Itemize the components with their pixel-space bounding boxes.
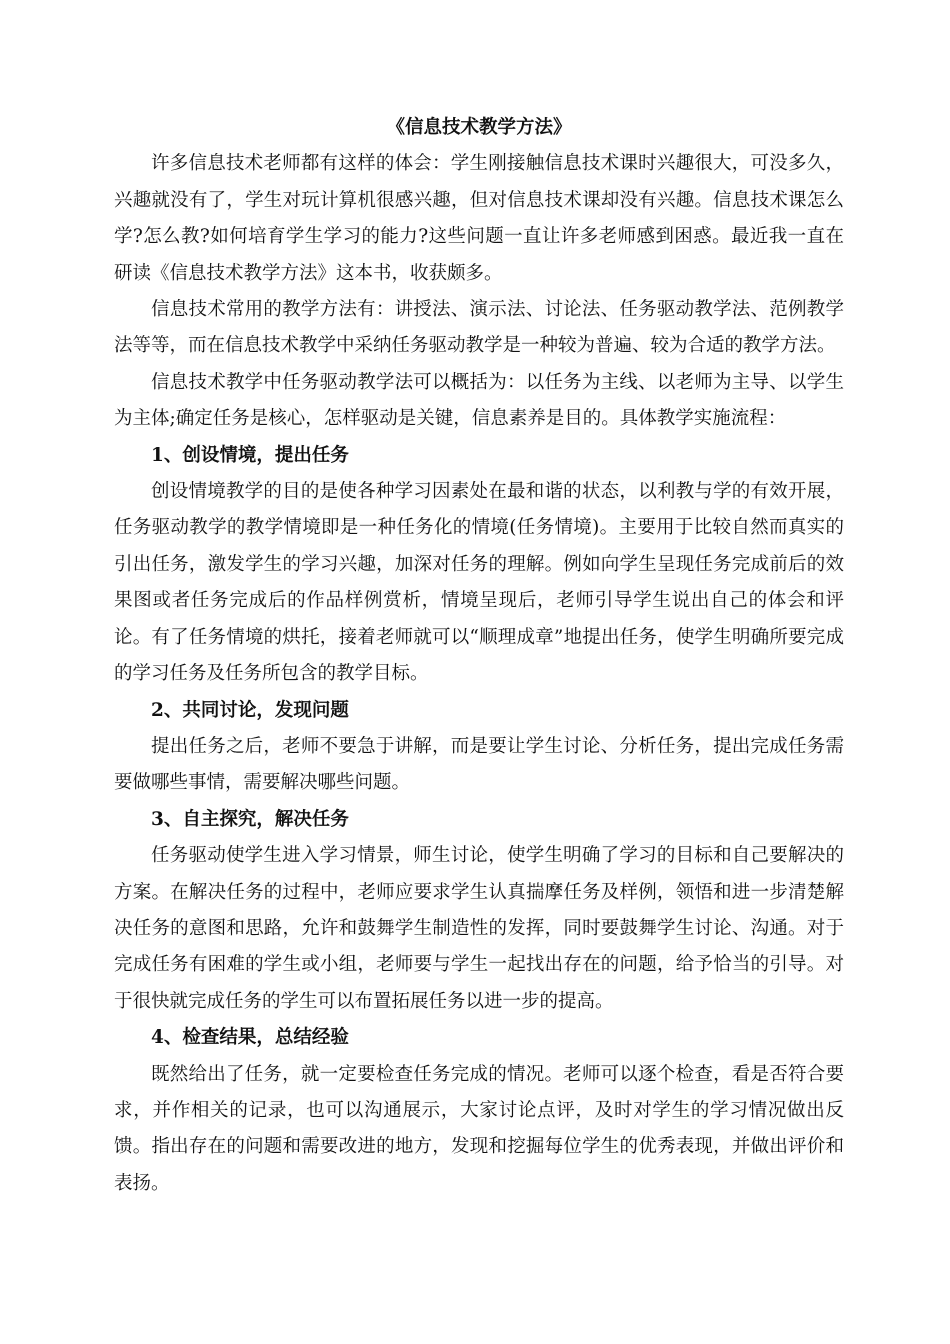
paragraph-section-4: 既然给出了任务，就一定要检查任务完成的情况。老师可以逐个检查，看是否符合要求，并作相关的记录，也可以沟通展示，大家讨论点评，及时对学生的学习情况做出反馈。指出存在的问题和需要改进的地方，发现和挖掘每位学生的优秀表现，并做出评价和表扬。 (114, 1063, 844, 1194)
paragraph-methods: 信息技术常用的教学方法有：讲授法、演示法、讨论法、任务驱动教学法、范例教学法等等，而在信息技术教学中采纳任务驱动教学是一种较为普遍、较为合适的教学方法。 (114, 299, 844, 357)
document-title: 《信息技术教学方法》 (386, 117, 572, 138)
section-heading-3: 3、自主探究，解决任务 (151, 808, 349, 830)
section-heading-1: 1、创设情境，提出任务 (151, 444, 349, 466)
paragraph-section-1: 创设情境教学的目的是使各种学习因素处在最和谐的状态，以利教与学的有效开展，任务驱动教学的教学情境即是一种任务化的情境(任务情境)。主要用于比较自然而真实的引出任务，激发学生的学习兴趣，加深对任务的理解。例如向学生呈现任务完成前后的效果图或者任务完成后的作品样例赏析，情境呈现后，老师引导学生说出自己的体会和评论。有了任务情境的烘托，接着老师就可以“顺理成章”地提出任务，使学生明确所要完成的学习任务及任务所包含的教学目标。 (114, 481, 844, 685)
section-heading-4: 4、检查结果，总结经验 (151, 1027, 349, 1049)
document-body (114, 110, 844, 1202)
paragraph-section-2: 提出任务之后，老师不要急于讲解，而是要让学生讨论、分析任务，提出完成任务需要做哪些事情，需要解决哪些问题。 (114, 735, 844, 794)
paragraph-intro: 许多信息技术老师都有这样的体会：学生刚接触信息技术课时兴趣很大，可没多久，兴趣就没有了，学生对玩计算机很感兴趣，但对信息技术课却没有兴趣。信息技术课怎么学?怎么教?如何培育学生学习的能力?这些问题一直让许多老师感到困惑。最近我一直在研读《信息技术教学方法》这本书，收获颇多。 (114, 153, 844, 284)
paragraph-task-driven-summary: 信息技术教学中任务驱动教学法可以概括为：以任务为主线、以老师为主导、以学生为主体;确定任务是核心，怎样驱动是关键，信息素养是目的。具体教学实施流程： (114, 371, 844, 430)
section-heading-2: 2、共同讨论，发现问题 (151, 699, 349, 721)
paragraph-section-3: 任务驱动使学生进入学习情景，师生讨论，使学生明确了学习的目标和自己要解决的方案。在解决任务的过程中，老师应要求学生认真揣摩任务及样例，领悟和进一步清楚解决任务的意图和思路，允许和鼓舞学生制造性的发挥，同时要鼓舞学生讨论、沟通。对于完成任务有困难的学生或小组，老师要与学生一起找出存在的问题，给予恰当的引导。对于很快就完成任务的学生可以布置拓展任务以进一步的提高。 (114, 845, 844, 1012)
